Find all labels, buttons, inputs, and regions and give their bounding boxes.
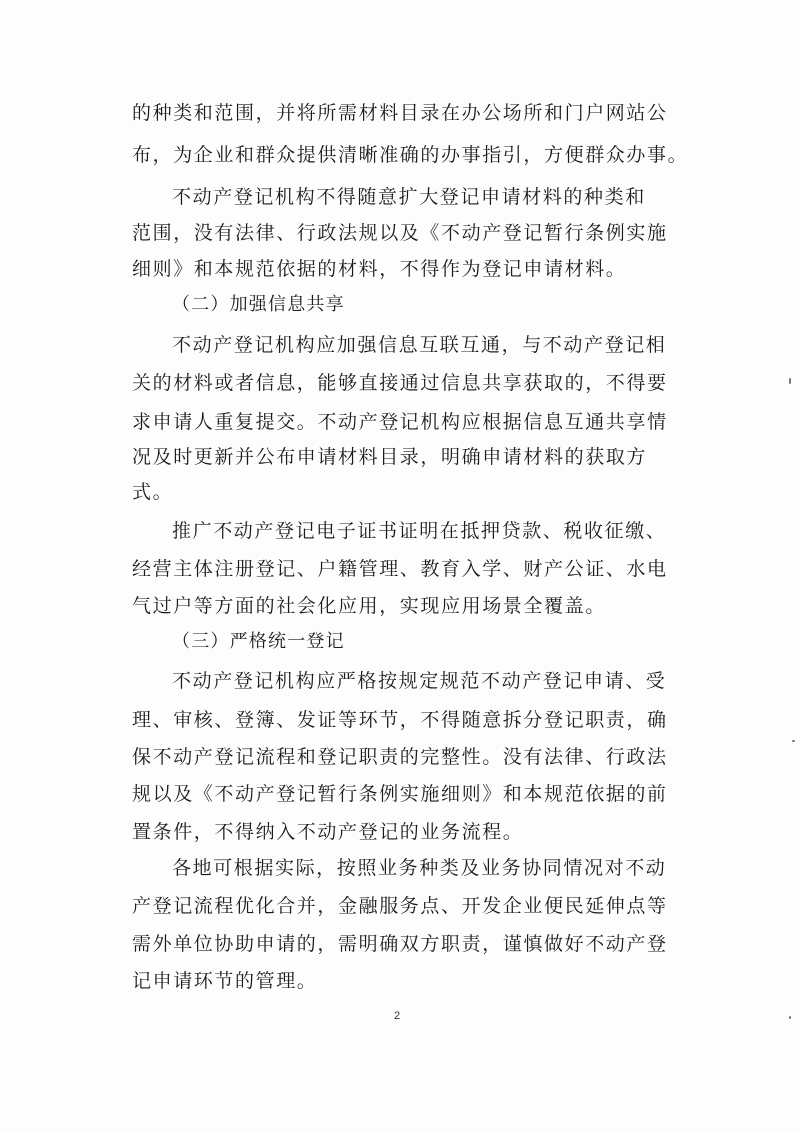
text-line: 不动产登记机构应严格按规定规范不动产登记申请、受 (172, 670, 667, 692)
text-line: 况及时更新并公布申请材料目录，明确申请材料的获取方 (132, 446, 648, 468)
text-line: 推广不动产登记电子证书证明在抵押贷款、税收征缴、 (172, 520, 667, 542)
page-number: 2 (394, 1010, 401, 1022)
text-line: 的种类和范围，并将所需材料目录在办公场所和门户网站公 (132, 102, 668, 124)
text-line: 布，为企业和群众提供清晰准确的办事指引，方便群众办事。 (132, 144, 689, 166)
text-line: 气过户等方面的社会化应用，实现应用场景全覆盖。 (132, 595, 606, 617)
text-line: 需外单位协助申请的，需明确双方职责，谨慎做好不动产登 (132, 933, 668, 955)
text-line: 保不动产登记流程和登记职责的完整性。没有法律、行政法 (132, 746, 668, 768)
text-line: 范围，没有法律、行政法规以及《不动产登记暂行条例实施 (132, 222, 668, 244)
scan-speck (792, 740, 795, 742)
text-line: 理、审核、登簿、发证等环节，不得随意拆分登记职责，确 (132, 709, 668, 731)
text-line: 产登记流程优化合并，金融服务点、开发企业便民延伸点等 (132, 895, 668, 917)
text-line: 细则》和本规范依据的材料，不得作为登记申请材料。 (132, 258, 627, 280)
scan-speck (789, 378, 791, 384)
text-line: 经营主体注册登记、户籍管理、教育入学、财产公证、水电 (132, 558, 668, 580)
section-heading: （二）加强信息共享 (172, 294, 345, 315)
text-line: 记申请环节的管理。 (132, 970, 318, 992)
text-line: 各地可根据实际，按照业务种类及业务协同情况对不动 (172, 857, 667, 879)
text-line: 式。 (132, 481, 174, 503)
section-heading: （三）严格统一登记 (172, 631, 345, 652)
text-line: 不动产登记机构不得随意扩大登记申请材料的种类和 (172, 186, 646, 208)
scan-speck (789, 1016, 791, 1019)
text-line: 求申请人重复提交。不动产登记机构应根据信息互通共享情 (132, 411, 668, 433)
text-line: 关的材料或者信息，能够直接通过信息共享获取的，不得要 (132, 372, 668, 394)
text-line: 不动产登记机构应加强信息互联互通，与不动产登记相 (172, 334, 667, 356)
text-line: 规以及《不动产登记暂行条例实施细则》和本规范依据的前 (132, 783, 668, 805)
text-line: 置条件，不得纳入不动产登记的业务流程。 (132, 821, 524, 843)
